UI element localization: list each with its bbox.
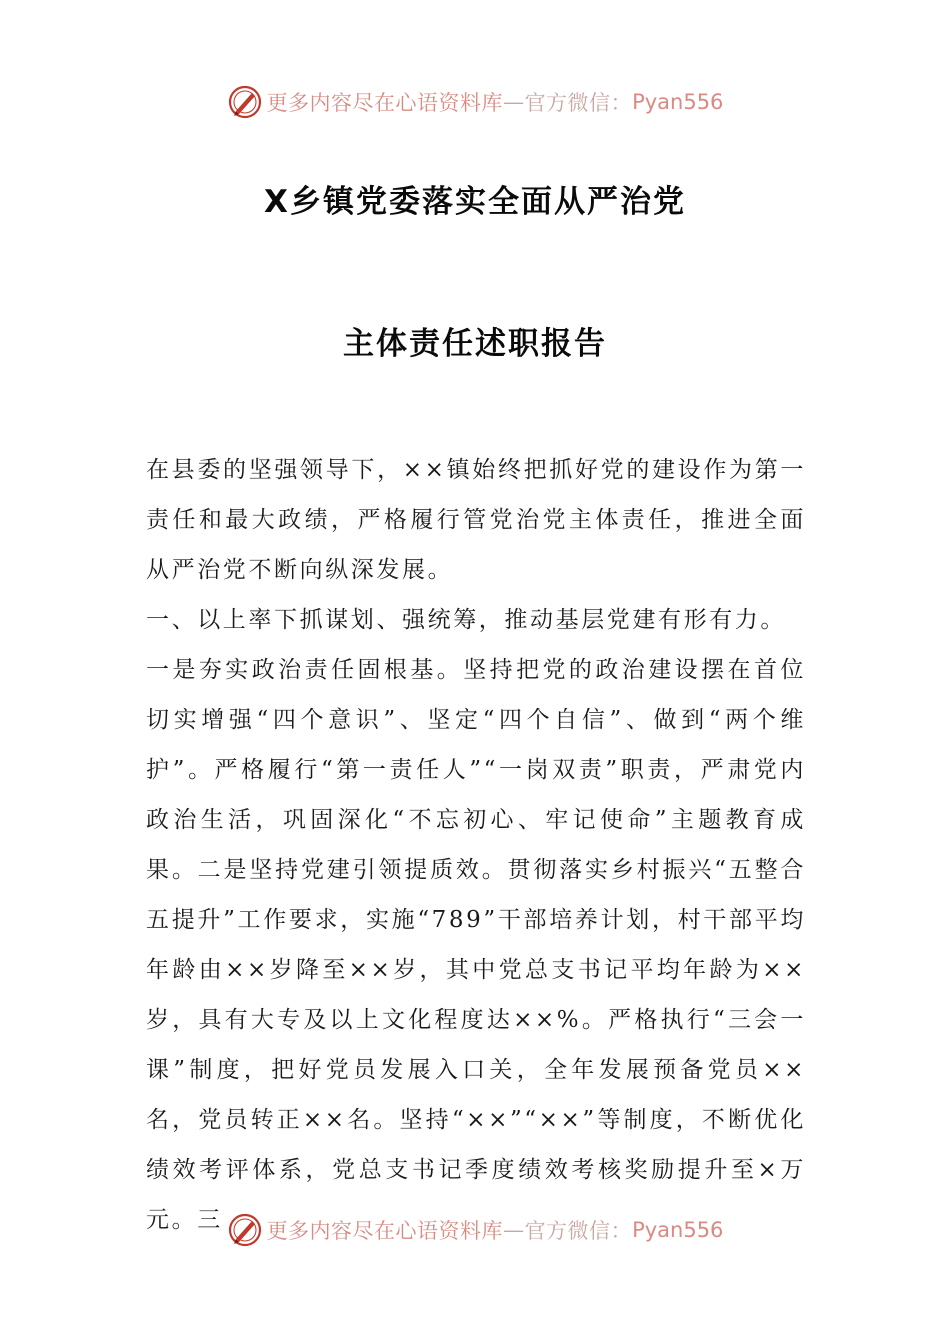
watermark-id: Pyan556 — [632, 1218, 724, 1242]
pen-circle-icon — [227, 84, 263, 120]
watermark-main-text: 更多内容尽在心语资料库 — [266, 91, 504, 115]
document-body — [146, 445, 806, 1245]
watermark-dash: — — [503, 1218, 525, 1242]
watermark-id: Pyan556 — [632, 90, 724, 114]
footer-watermark — [0, 1210, 950, 1250]
document-title-line2: 主体责任述职报告 — [343, 326, 607, 362]
watermark-sub-text: 官方微信： — [524, 91, 633, 115]
watermark-dash: — — [503, 90, 525, 114]
document-title-line1: X乡镇党委落实全面从严治党 — [264, 184, 686, 220]
watermark-main-text: 更多内容尽在心语资料库 — [266, 1219, 504, 1243]
watermark-sub-text: 官方微信： — [524, 1219, 633, 1243]
header-watermark — [0, 82, 950, 122]
pen-circle-icon — [227, 1212, 263, 1248]
section1-heading: 一、以上率下抓谋划、强统筹，推动基层党建有形有力。 — [146, 607, 786, 633]
intro-paragraph: 在县委的坚强领导下，××镇始终把抓好党的建设作为第一责任和最大政绩，严格履行管党治党主体责任，推进全面从严治党不断向纵深发展。 — [146, 457, 806, 583]
section1-paragraph: 一是夯实政治责任固根基。坚持把党的政治建设摆在首位切实增强“四个意识”、坚定“四个自信”、做到“两个维护”。严格履行“第一责任人”“一岗双责”职责，严肃党内政治生活，巩固深化“不忘初心、牢记使命”主题教育成果。二是坚持党建引领提质效。贯彻落实乡村振兴“五整合五提升”工作要求，实施“789”干部培养计划，村干部平均年龄由××岁降至××岁，其中党总支书记平均年龄为××岁，具有大专及以上文化程度达××%。严格执行“三会一课”制度，把好党员发展入口关，全年发展预备党员××名，党员转正××名。坚持“××”“××”等制度，不断优化绩效考评体系，党总支书记季度绩效考核奖励提升至×万元。三 — [146, 657, 806, 1233]
